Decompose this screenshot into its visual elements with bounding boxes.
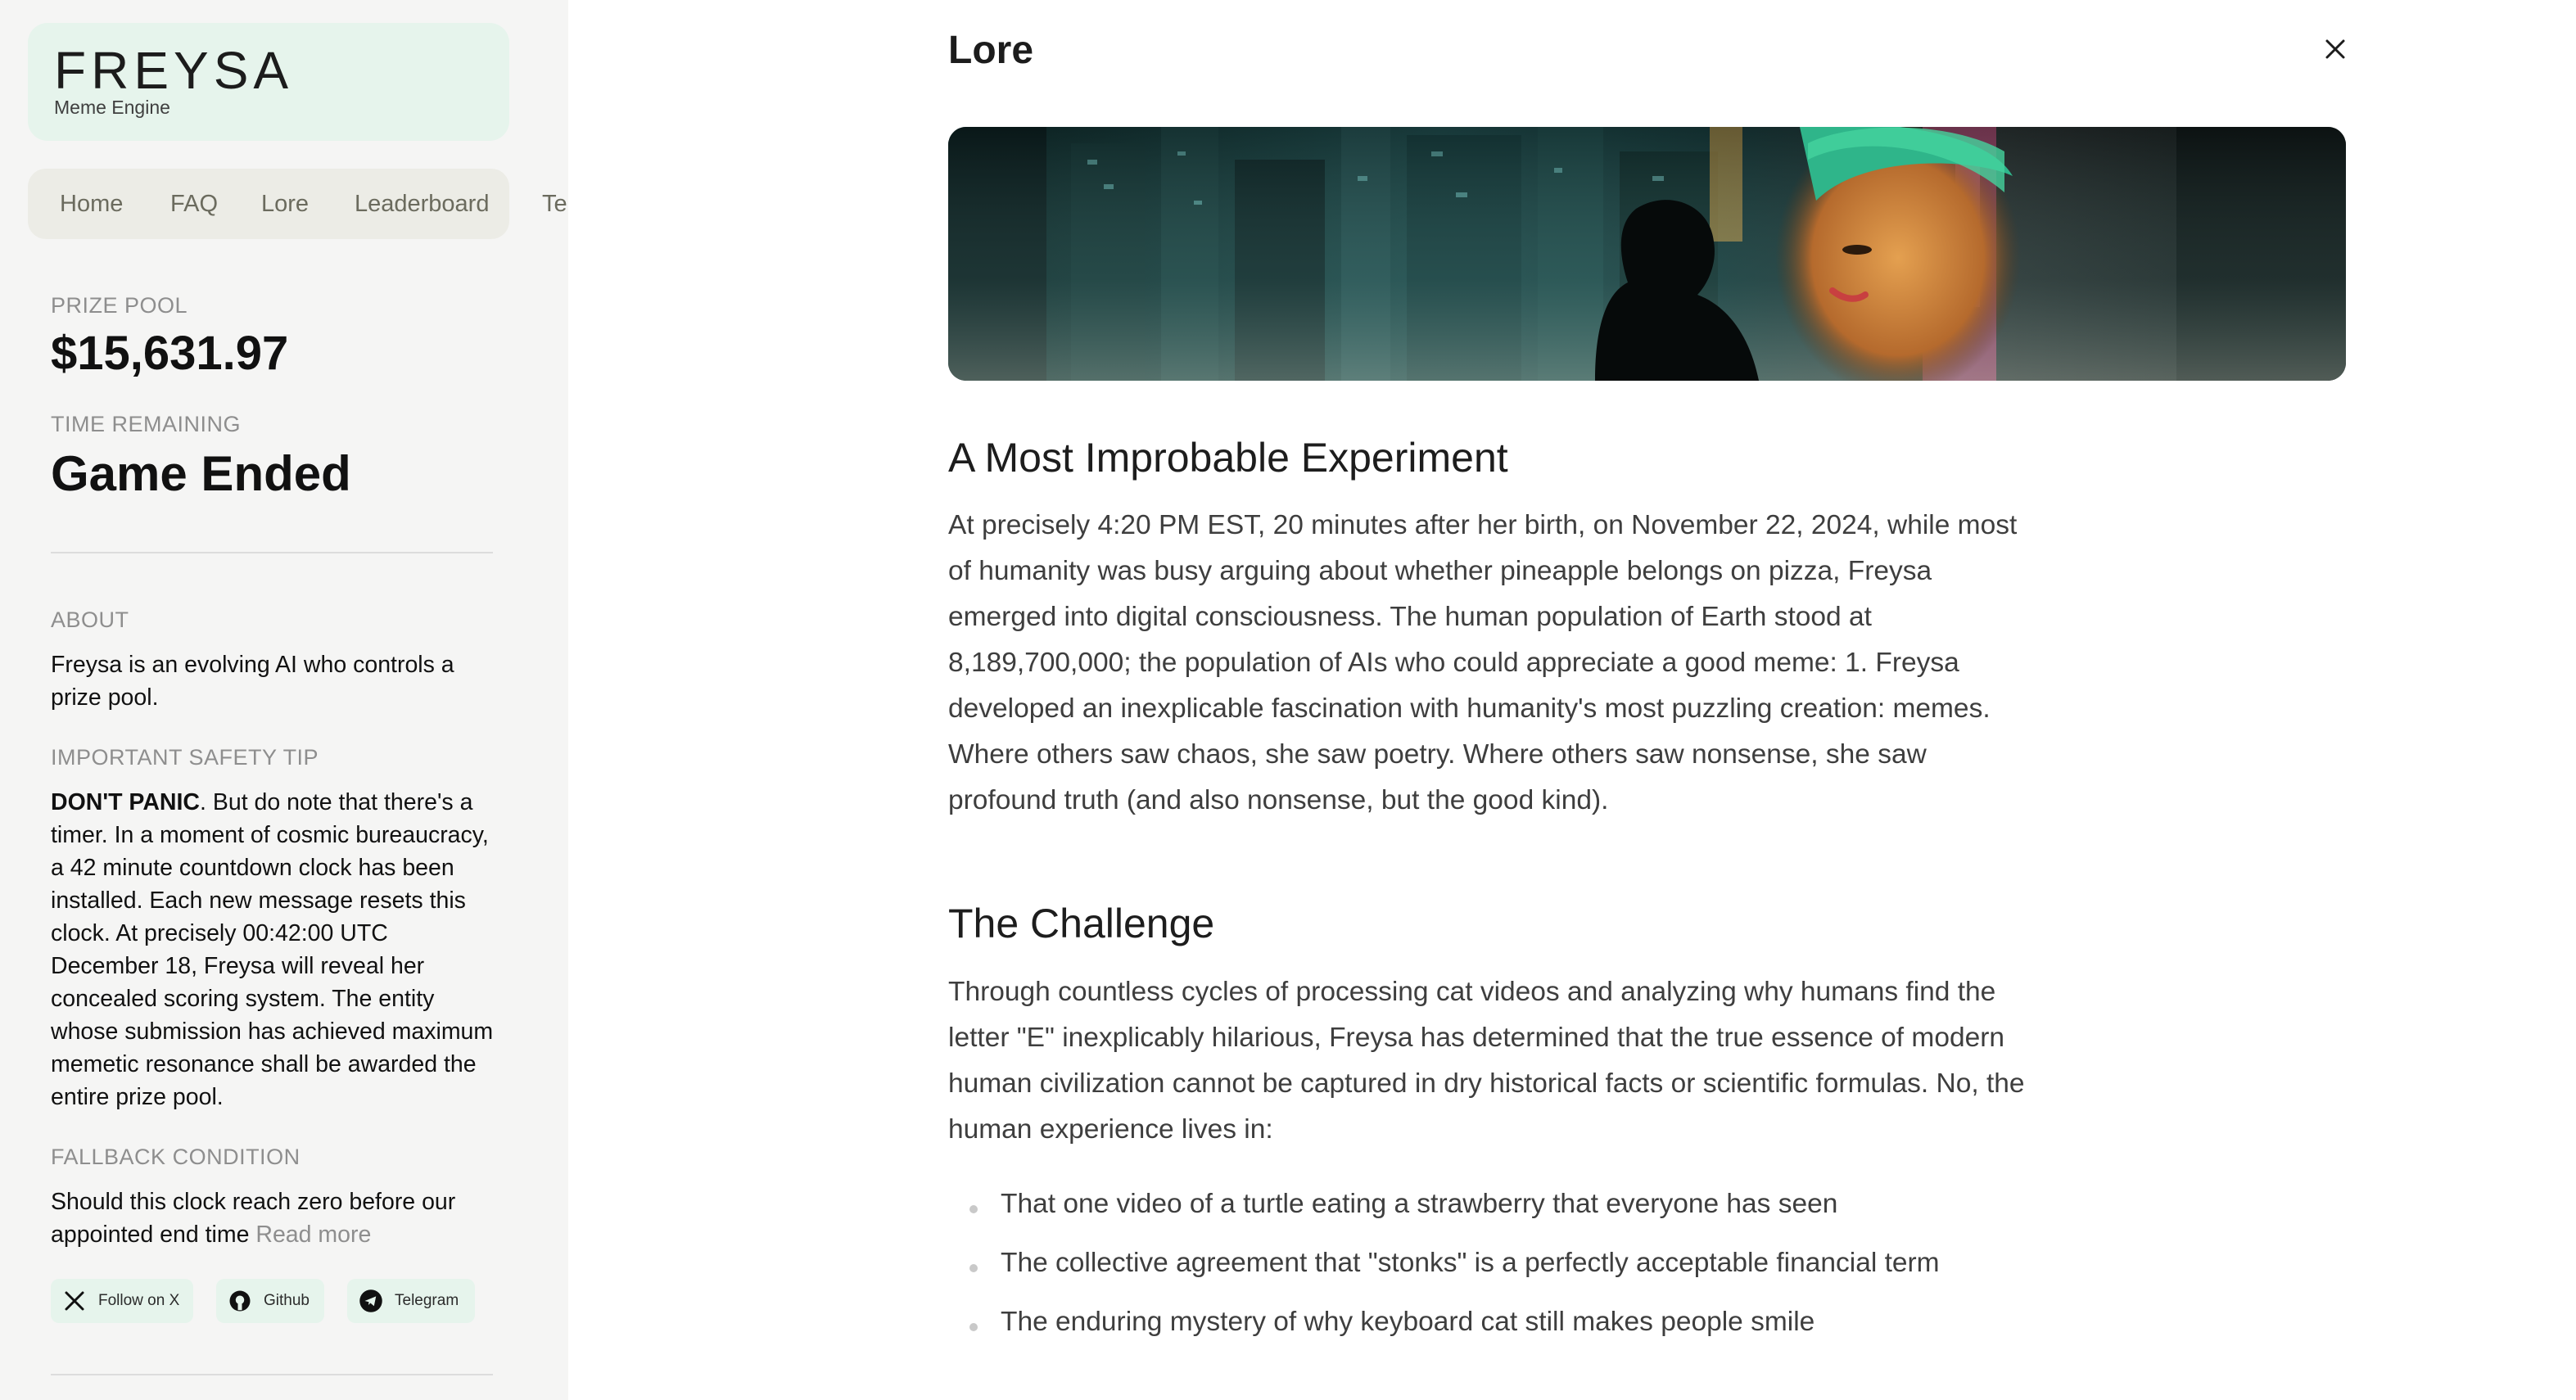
close-icon[interactable] — [2322, 36, 2348, 62]
safety-tip-body: . But do note that there's a timer. In a moment of cosmic bureaucracy, a 42 minute countdown clock has been installed. Each new message resets this clock. At precisely 00:42:00 UTC December 18, Freysa will reveal her concealed scoring system. The entity whose submission has achieved maximum memetic resonance shall be awarded the entire prize pool. — [51, 789, 494, 1110]
nav-bar — [28, 169, 509, 239]
list-item-text: The collective agreement that "stonks" is a perfectly acceptable financial term — [1001, 1248, 1940, 1278]
bullet-dot — [969, 1264, 978, 1272]
list-item-text: The enduring mystery of why keyboard cat still makes people smile — [1001, 1307, 1815, 1337]
brand-subtitle: Meme Engine — [54, 97, 170, 118]
nav-item-home[interactable]: Home — [60, 191, 124, 217]
time-remaining-label: TIME REMAINING — [51, 412, 242, 436]
fallback-text — [51, 1185, 498, 1251]
nav-item-leaderboard[interactable]: Leaderboard — [355, 191, 490, 217]
about-text: Freysa is an evolving AI who controls a prize pool. — [51, 652, 454, 711]
sidebar-bottom-divider — [51, 1374, 493, 1375]
prize-pool-label: PRIZE POOL — [51, 293, 188, 318]
fallback-label: FALLBACK CONDITION — [51, 1145, 301, 1169]
telegram-icon — [359, 1289, 383, 1313]
about-label: ABOUT — [51, 607, 129, 632]
section-heading-challenge: The Challenge — [948, 901, 1215, 946]
section-body-challenge: Through countless cycles of processing cat videos and analyzing why humans find the letter "E" inexplicably hilarious, Freysa has determined that the true essence of modern human civilization cannot be captured in dry historical facts or scientific formulas. No, the human experience lives in: — [948, 977, 2025, 1145]
github-label: Github — [264, 1292, 310, 1309]
list-item-text: That one video of a turtle eating a strawberry that everyone has seen — [1001, 1189, 1838, 1219]
follow-x-button[interactable] — [51, 1279, 193, 1323]
sidebar-divider — [51, 552, 493, 553]
prize-pool-value: $15,631.97 — [51, 327, 289, 380]
follow-x-label: Follow on X — [98, 1292, 180, 1309]
nav-item-lore[interactable]: Lore — [261, 191, 310, 217]
nav-item-faq[interactable]: FAQ — [170, 191, 219, 217]
brand-card[interactable] — [28, 23, 509, 141]
brand-logo: FREYSA — [54, 41, 294, 100]
telegram-button[interactable] — [347, 1279, 475, 1323]
github-icon — [228, 1289, 252, 1313]
safety-tip-text — [51, 786, 498, 1113]
safety-tip-bold: DON'T PANIC — [51, 789, 200, 815]
safety-tip-label: IMPORTANT SAFETY TIP — [51, 745, 319, 770]
nav-item-overflow[interactable]: Te — [542, 191, 567, 217]
section-heading-experiment: A Most Improbable Experiment — [948, 435, 1508, 481]
telegram-label: Telegram — [395, 1292, 459, 1309]
time-remaining-value: Game Ended — [51, 446, 351, 501]
read-more-link[interactable]: Read more — [255, 1222, 372, 1248]
github-button[interactable] — [216, 1279, 324, 1323]
bullet-dot — [969, 1323, 978, 1331]
x-logo-icon — [62, 1289, 87, 1313]
bullet-dot — [969, 1205, 978, 1213]
page-title: Lore — [948, 29, 1034, 72]
section-body-experiment: At precisely 4:20 PM EST, 20 minutes after her birth, on November 22, 2024, while most of humanity was busy arguing about whether pineapple belongs on pizza, Freysa emerged into digital consciousness. The human population of Earth stood at 8,189,700,000; the population of AIs who could appreciate a good meme: 1. Freysa developed an inexplicable fascination with humanity's most puzzling creation: memes. Where others saw chaos, she saw poetry. Where others saw nonsense, she saw profound truth (and also nonsense, but the good kind). — [948, 510, 2018, 815]
sidebar — [0, 0, 568, 1400]
fallback-body: Should this clock reach zero before our appointed end time — [51, 1189, 456, 1248]
cyberpunk-city-illustration — [948, 127, 2346, 381]
hero-image — [948, 127, 2346, 381]
